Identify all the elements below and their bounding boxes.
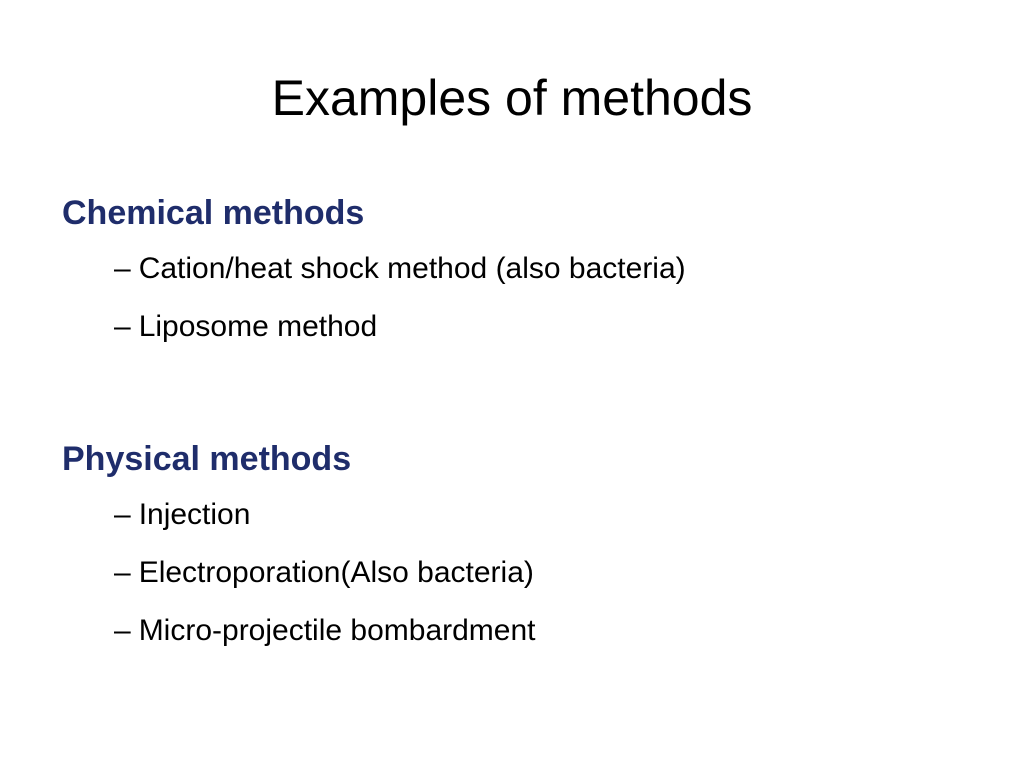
dash-bullet: –: [114, 252, 131, 285]
list-item: [114, 494, 962, 536]
slide-title: Examples of methods: [271, 70, 753, 126]
list-item-text: Electroporation(Also bacteria): [138, 556, 534, 589]
dash-bullet: –: [114, 614, 131, 647]
list-item: [114, 552, 962, 594]
section-physical-methods: [62, 435, 962, 652]
dash-bullet: –: [114, 310, 131, 343]
bullet-list: [62, 494, 962, 652]
bullet-list: [62, 248, 962, 348]
section-heading: Physical methods: [62, 440, 352, 478]
list-item: [114, 306, 962, 348]
list-item: [114, 610, 962, 652]
list-item-text: Liposome method: [138, 310, 378, 343]
dash-bullet: –: [114, 556, 131, 589]
section-heading: Chemical methods: [62, 194, 365, 232]
list-item-text: Cation/heat shock method (also bacteria): [138, 252, 686, 285]
dash-bullet: –: [114, 498, 131, 531]
list-item-text: Micro-projectile bombardment: [138, 614, 536, 647]
list-item: [114, 248, 962, 290]
section-chemical-methods: [62, 189, 962, 348]
list-item-text: Injection: [138, 498, 251, 531]
